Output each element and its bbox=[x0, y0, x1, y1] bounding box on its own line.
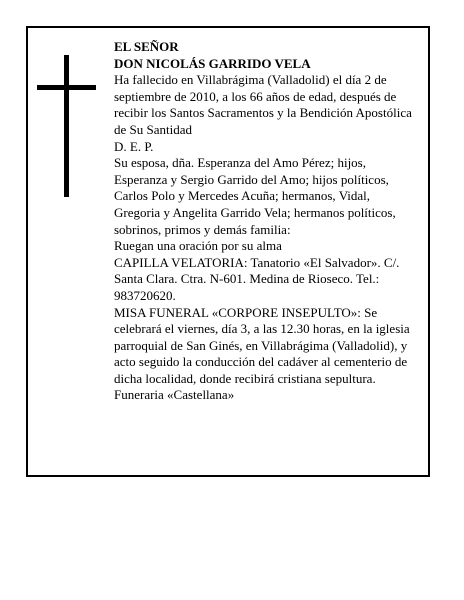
death-announcement: Ha fallecido en Villabrágima (Valladolid) el día 2 de septiembre de 2010, a los 66 años de edad, después de recibir los Santos Sacramentos y la Bendición Apostólica de Su Santidad bbox=[114, 72, 412, 137]
obituary-text bbox=[114, 39, 414, 404]
funeral-mass-info: MISA FUNERAL «CORPORE INSEPULTO»: Se celebrará el viernes, día 3, a las 12.30 horas, en la iglesia parroquial de San Ginés, en Villabrágima (Valladolid), y acto seguido la conducción del cadáver al cementerio de dicha localidad, donde recibirá cristiana sepultura. bbox=[114, 304, 410, 386]
prayer-request: Ruegan una oración por su alma bbox=[114, 238, 282, 254]
deceased-name: DON NICOLÁS GARRIDO VELA bbox=[114, 55, 311, 71]
family-list: Su esposa, dña. Esperanza del Amo Pérez; hijos, Esperanza y Sergio Garrido del Amo; hijos políticos, Carlos Polo y Mercedes Acuña; hermanos, Vidal, Gregoria y Angelita Garrido Vela; hermanos políticos, sobrinos, primos y demás familia: bbox=[114, 155, 396, 237]
notice-heading: EL SEÑOR bbox=[114, 39, 179, 54]
chapel-info: CAPILLA VELATORIA: Tanatorio «El Salvador». C/. Santa Clara. Ctra. N-601. Medina de Rioseco. Tel.: 983720620. bbox=[114, 254, 400, 303]
cross-icon-horizontal-bar bbox=[37, 85, 96, 90]
cross-icon-vertical-bar bbox=[64, 55, 69, 197]
rip-line: D. E. P. bbox=[114, 138, 154, 154]
funeral-home: Funeraria «Castellana» bbox=[114, 387, 235, 403]
